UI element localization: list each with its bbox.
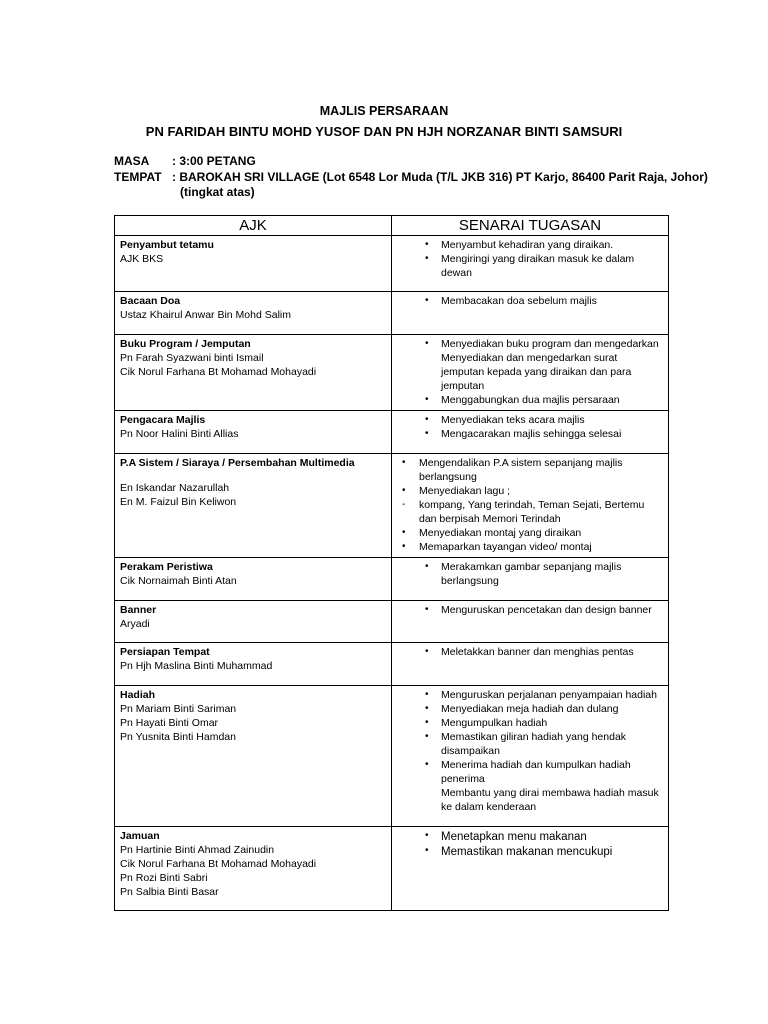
member-name: Pn Mariam Binti Sariman [120,703,237,715]
member-name: En M. Faizul Bin Keliwon [120,496,237,508]
task-list [397,688,663,814]
ajk-cell [115,601,392,643]
table-row [115,601,669,643]
task-item: • Menyediakan meja hadiah dan dulang [397,702,663,716]
tempat-label: TEMPAT [114,170,162,184]
task-item: • Menguruskan pencetakan dan design banner [397,603,663,617]
task-item: • Mengendalikan P.A sistem sepanjang majlis berlangsung [397,456,663,484]
tasks-cell [392,686,669,827]
task-item: • Menerima hadiah dan kumpulkan hadiah penerima [397,758,663,786]
task-item: • Menyediakan lagu ; [397,484,663,498]
member-name: Pn Farah Syazwani binti Ismail [120,352,264,364]
task-item: • Menguruskan perjalanan penyampaian hadiah [397,688,663,702]
ajk-cell [115,643,392,686]
task-list [397,337,663,407]
tasks-cell [392,411,669,454]
tasks-cell [392,292,669,335]
table-row [115,827,669,911]
task-list [397,560,663,588]
task-item: • Menggabungkan dua majlis persaraan [397,393,663,407]
tasks-cell [392,236,669,292]
member-name: Cik Nornaimah Binti Atan [120,575,237,587]
row-title: P.A Sistem / Siaraya / Persembahan Multimedia [120,457,355,469]
tasks-cell [392,558,669,601]
row-title: Banner [120,604,157,616]
task-item: • Memastikan giliran hadiah yang hendak disampaikan [397,730,663,758]
ajk-cell [115,827,392,911]
ajk-cell [115,236,392,292]
task-list [397,238,663,280]
member-name: Pn Rozi Binti Sabri [120,872,208,884]
row-title: Jamuan [120,830,160,842]
task-note: Membantu yang dirai membawa hadiah masuk ke dalam kenderaan [441,787,659,813]
row-title: Bacaan Doa [120,295,181,307]
member-name: AJK BKS [120,253,164,265]
ajk-cell [115,335,392,411]
row-title: Perakam Peristiwa [120,561,213,573]
table-row [115,454,669,558]
member-name: Aryadi [120,618,150,630]
task-item: • Memaparkan tayangan video/ montaj [397,540,663,554]
tasks-cell [392,601,669,643]
masa-line [114,154,256,168]
table-row [115,236,669,292]
task-item: • Menyambut kehadiran yang diraikan. [397,238,663,252]
task-item: • Mengiringi yang diraikan masuk ke dalam dewan [397,252,663,280]
task-item: • Merakamkan gambar sepanjang majlis berlangsung [397,560,663,588]
document-subtitle: PN FARIDAH BINTU MOHD YUSOF DAN PN HJH NORZANAR BINTI SAMSURI [145,124,623,139]
member-name: Cik Norul Farhana Bt Mohamad Mohayadi [120,858,317,870]
ajk-cell [115,454,392,558]
task-item: • Meletakkan banner dan menghias pentas [397,645,663,659]
row-title: Pengacara Majlis [120,414,206,426]
table-row [115,686,669,827]
row-title: Persiapan Tempat [120,646,210,658]
header-ajk: AJK [115,216,392,236]
task-item: • Mengacarakan majlis sehingga selesai [397,427,663,441]
ajk-cell [115,411,392,454]
tempat-value-2: (tingkat atas) [180,185,255,199]
tasks-cell [392,827,669,911]
header-senarai-tugasan: SENARAI TUGASAN [392,216,669,236]
spacer [120,470,386,481]
task-item: • Membacakan doa sebelum majlis [397,294,663,308]
member-name: Pn Hartinie Binti Ahmad Zainudin [120,844,275,856]
row-title: Hadiah [120,689,156,701]
ajk-cell [115,686,392,827]
task-item: • Menyediakan buku program dan mengedarkan Menyediakan dan mengedarkan surat jemputan kepada yang diraikan dan para jemputan [397,337,663,393]
task-list [397,456,663,554]
member-name: Cik Norul Farhana Bt Mohamad Mohayadi [120,366,317,378]
member-name: Pn Hayati Binti Omar [120,717,219,729]
tempat-line [114,170,708,184]
table-header-row [115,216,669,236]
task-list [397,294,663,308]
member-name: Pn Noor Halini Binti Allias [120,428,239,440]
task-list [397,413,663,441]
ajk-cell [115,558,392,601]
member-name: Pn Salbia Binti Basar [120,886,219,898]
tempat-value: : BAROKAH SRI VILLAGE (Lot 6548 Lor Muda (T/L JKB 316) PT Karjo, 86400 Parit Raja, Johor) [172,170,708,184]
task-list [397,645,663,659]
subtask-item: - kompang, Yang terindah, Teman Sejati, Bertemu dan berpisah Memori Terindah [397,498,663,526]
task-item: • Mengumpulkan hadiah [397,716,663,730]
ajk-cell [115,292,392,335]
duty-table [114,215,669,911]
member-name: Ustaz Khairul Anwar Bin Mohd Salim [120,309,291,321]
masa-label: MASA [114,154,150,168]
document-title: MAJLIS PERSARAAN [319,104,449,118]
task-list [397,829,663,859]
task-item: • Menyediakan montaj yang diraikan [397,526,663,540]
row-title: Penyambut tetamu [120,239,214,251]
member-name: En Iskandar Nazarullah [120,482,230,494]
table-row [115,292,669,335]
task-item: • Menetapkan menu makanan [397,829,663,844]
table-row [115,558,669,601]
tasks-cell [392,643,669,686]
task-item: • Menyediakan teks acara majlis [397,413,663,427]
task-list [397,603,663,617]
task-item: • Memastikan makanan mencukupi [397,844,663,859]
row-title: Buku Program / Jemputan [120,338,251,350]
member-name: Pn Yusnita Binti Hamdan [120,731,236,743]
masa-value: : 3:00 PETANG [172,154,256,168]
table-row [115,643,669,686]
tasks-cell [392,454,669,558]
table-row [115,335,669,411]
table-row [115,411,669,454]
tasks-cell [392,335,669,411]
member-name: Pn Hjh Maslina Binti Muhammad [120,660,273,672]
